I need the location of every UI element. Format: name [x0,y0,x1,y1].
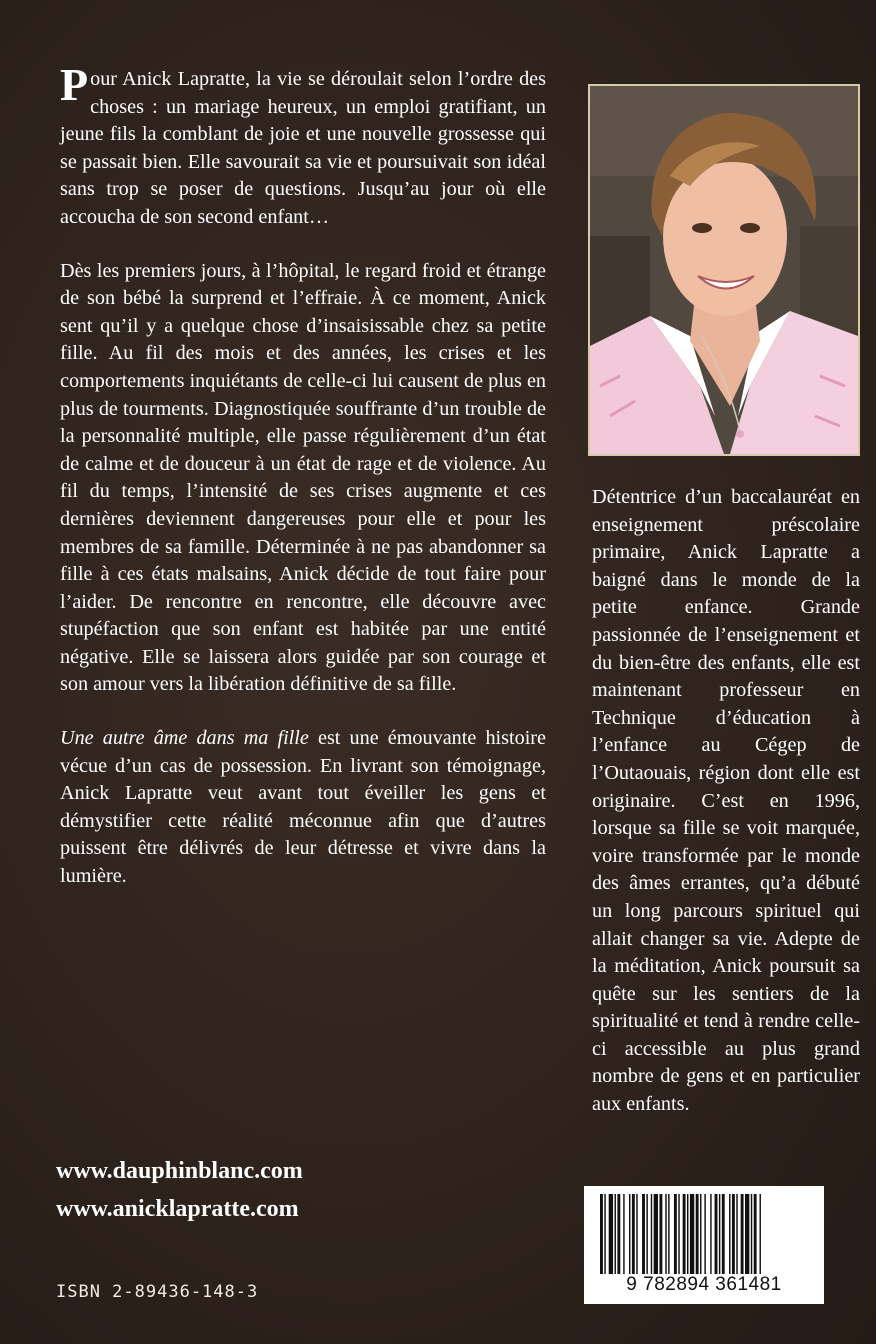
barcode-bar [751,1194,752,1274]
author-photo [588,84,860,456]
intro-text: our Anick Lapratte, la vie se déroulait selon l’ordre des choses : un mariage heureux, un emploi gratifiant, un jeune fils la comblant de joie et une nouvelle grossesse qui se passait bien. Elle savourait sa vie et poursuivait son idéal sans trop se poser de questions. Jusqu’au jour où elle accoucha de son second enfant… [60,68,546,228]
barcode-bar [715,1194,718,1274]
barcode-bar [623,1194,624,1274]
summary-paragraph [60,725,546,891]
bio-paragraph: Détentrice d’un baccalauréat en enseignement préscolaire primaire, Anick Lapratte a baigné dans le monde de la petite enfance. Grande passionnée de l’enseignement et du bien-être des enfants, elle est maintenant professeur en Technique d’éducation à l’enfance au Cégep de l’Outaouais, région dont elle est originaire. C’est en 1996, lorsque sa fille se voit marquée, voire transformée par le monde des âmes errantes, qu’a débuté un long parcours spirituel qui allait changer sa vie. Adepte de la méditation, Anick poursuit sa quête sur les sentiers de la spiritualité et tend à rendre celle-ci accessible au plus grand nombre de gens et en particulier aux enfants. [592,486,860,1116]
barcode [584,1186,824,1304]
back-cover-description [60,59,546,917]
barcode-bar [760,1194,761,1274]
barcode-bar [736,1194,737,1274]
barcode-bar [683,1194,686,1274]
url-publisher[interactable]: www.dauphinblanc.com [56,1158,303,1184]
barcode-bar [690,1194,694,1274]
barcode-digits: 9 782894 361481 [626,1274,782,1295]
summary-text: est une émouvante histoire vécue d’un cas de possession. En livrant son témoignage, Anick Lapratte veut avant tout éveiller les gens et démystifier cette réalité méconnue afin que d’autres puissent être délivrés de leur détresse et vivre dans la lumière. [60,727,546,888]
barcode-bar [678,1194,679,1274]
barcode-bar [617,1194,620,1274]
barcode-bar [754,1194,757,1274]
barcode-bar [654,1194,658,1274]
isbn-number: ISBN 2-89436-148-3 [56,1282,259,1302]
barcode-bar [674,1194,677,1274]
barcode-bar [632,1194,635,1274]
barcode-bar [629,1194,630,1274]
barcode-bar [741,1194,744,1274]
barcode-bar [687,1194,688,1274]
barcode-bar [651,1194,652,1274]
barcode-bar [604,1194,605,1274]
drop-cap: P [60,59,89,110]
barcode-bars [584,1186,824,1274]
barcode-bar [745,1194,749,1274]
barcode-bar [722,1194,725,1274]
barcode-bar [719,1194,720,1274]
barcode-bar [696,1194,699,1274]
barcode-bar [665,1194,666,1274]
book-title: Une autre âme dans ma fille [60,727,309,750]
url-author[interactable]: www.anicklapratte.com [56,1196,299,1222]
author-bio [592,484,860,1119]
barcode-bar [600,1194,603,1274]
website-links [56,1152,303,1228]
barcode-bar [636,1194,637,1274]
barcode-bar [646,1194,647,1274]
barcode-bar [710,1194,711,1274]
intro-paragraph [60,59,546,232]
barcode-bar [609,1194,613,1274]
barcode-bar [668,1194,669,1274]
barcode-bar [615,1194,616,1274]
barcode-bar [642,1194,645,1274]
barcode-bar [704,1194,705,1274]
barcode-bar [732,1194,735,1274]
barcode-bar [659,1194,662,1274]
barcode-bar [700,1194,701,1274]
story-paragraph: Dès les premiers jours, à l’hôpital, le regard froid et étrange de son bébé la surprend et l’effraie. À ce moment, Anick sent qu’il y a quelque chose d’insaisissable chez sa petite fille. Au fil des mois et des années, les crises et les comportements inquiétants de celle-ci lui causent de plus en plus de tourments. Diagnostiquée souffrante d’un trouble de la personnalité multiple, elle passe régulièrement d’un état de calme et de douceur à un état de rage et de violence. Au fil du temps, l’intensité de ses crises augmente et ces dernières deviennent dangereuses pour elle et pour les membres de sa famille. Déterminée à ne pas abandonner sa fille à ces états malsains, Anick décide de tout faire pour l’aider. De rencontre en rencontre, elle découvre avec stupéfaction que son enfant est habitée par une entité négative. Elle se laissera alors guidée par son courage et son amour vers la libération définitive de sa fille. [60,259,546,696]
barcode-bar [729,1194,730,1274]
